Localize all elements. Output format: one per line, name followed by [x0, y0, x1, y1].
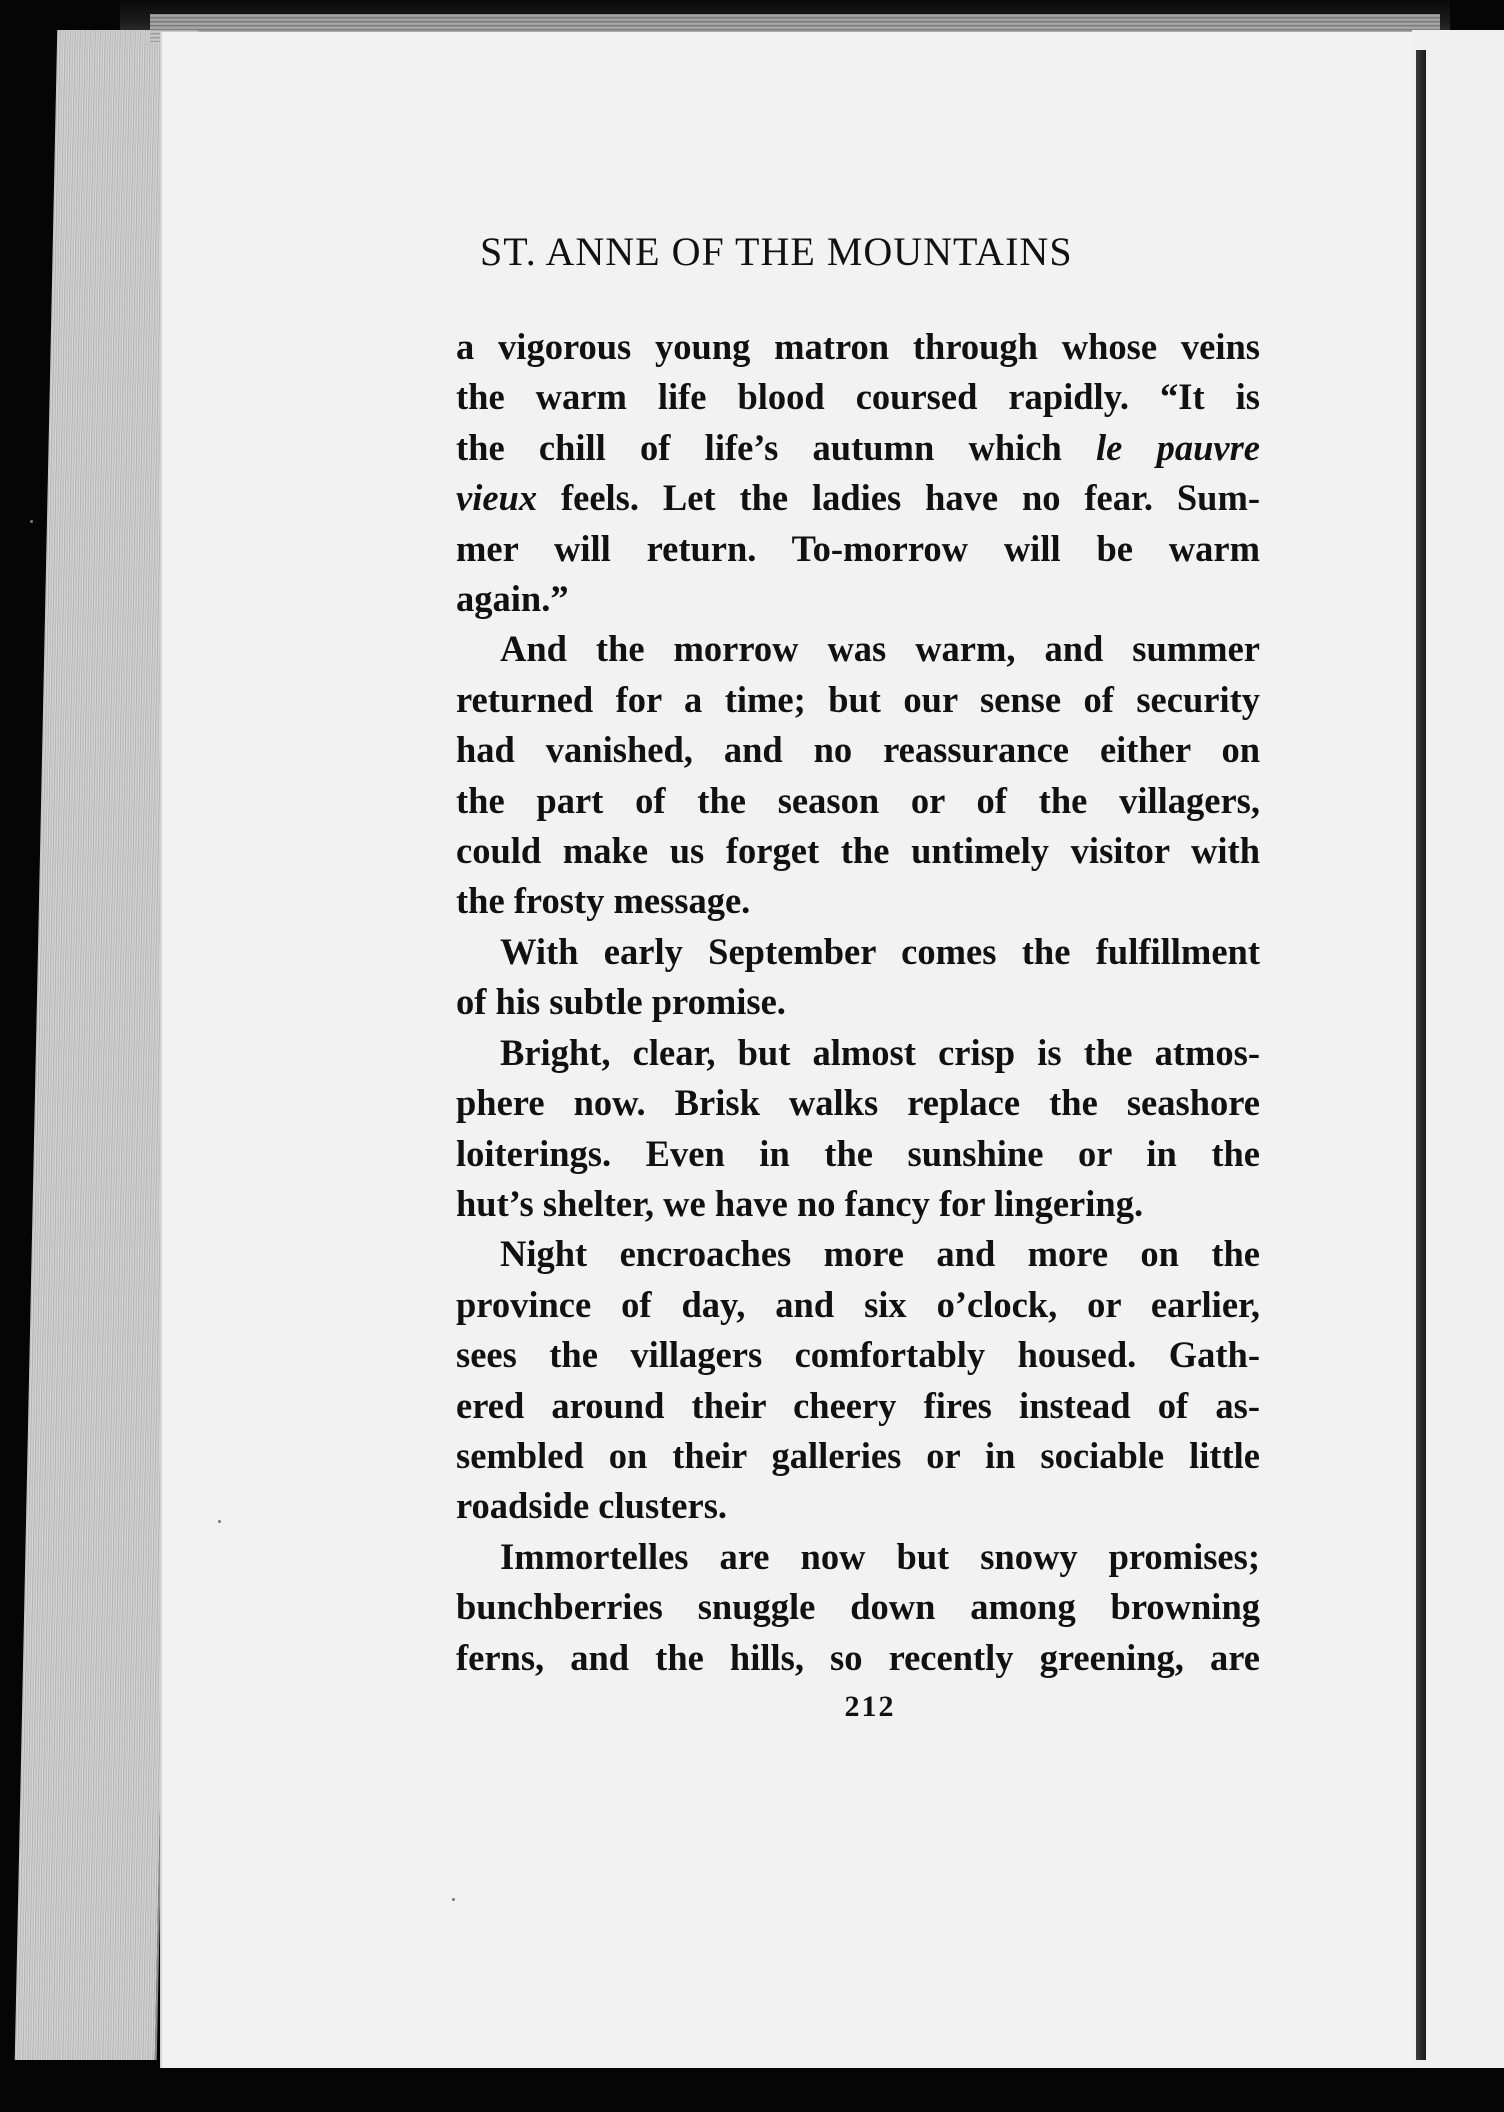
text-line: the part of the season or of the villagers, [456, 779, 1260, 821]
text-line: returned for a time; but our sense of security [456, 678, 1260, 720]
text-line: Immortelles are now but snowy promises; [500, 1535, 1260, 1577]
text-line: loiterings. Even in the sunshine or in the [456, 1132, 1260, 1174]
italic-phrase: vieux [456, 477, 538, 519]
text-line: had vanished, and no reassurance either on [456, 729, 1260, 771]
text-line: Night encroaches more and more on the [500, 1233, 1260, 1275]
text-line: ered around their cheery fires instead of as- [456, 1384, 1260, 1426]
text-run: the chill of life’s autumn which [456, 426, 1097, 468]
text-run: feels. Let the ladies have no fear. Sum- [537, 477, 1260, 519]
dust-speck [452, 1898, 455, 1901]
page-number: 212 [844, 1690, 896, 1723]
text-line: Bright, clear, but almost crisp is the atmos- [500, 1031, 1260, 1073]
text-line [456, 423, 1260, 473]
text-line: With early September comes the fulfillment [500, 930, 1260, 972]
running-head: ST. ANNE OF THE MOUNTAINS [480, 229, 1073, 274]
text-line: sembled on their galleries or in sociable little [456, 1434, 1260, 1476]
text-line: phere now. Brisk walks replace the seashore [456, 1082, 1260, 1124]
text-line: could make us forget the untimely visitor with [456, 830, 1260, 872]
italic-phrase: le pauvre [1096, 426, 1260, 468]
text-line: province of day, and six o’clock, or earlier, [456, 1283, 1260, 1325]
text-line: mer will return. To-morrow will be warm [456, 527, 1260, 569]
text-line: bunchberries snuggle down among browning [456, 1586, 1260, 1628]
text-line: And the morrow was warm, and summer [500, 628, 1260, 670]
dust-speck [218, 1520, 221, 1523]
text-line: roadside clusters. [456, 1485, 728, 1527]
text-line: again.” [456, 578, 569, 620]
text-line: ferns, and the hills, so recently greening, are [456, 1636, 1260, 1678]
text-line: sees the villagers comfortably housed. Gath- [456, 1334, 1260, 1376]
text-line: hut’s shelter, we have no fancy for lingering. [456, 1182, 1144, 1224]
dust-speck [30, 520, 33, 523]
text-line [456, 473, 1260, 523]
bottom-dark-edge [150, 2068, 1504, 2112]
text-line: the warm life blood coursed rapidly. “It is [456, 376, 1260, 418]
gutter-shadow [1416, 50, 1426, 2060]
text-line: of his subtle promise. [456, 981, 786, 1023]
text-line: a vigorous young matron through whose veins [456, 326, 1260, 367]
body-text [456, 322, 1260, 1683]
text-line: the frosty message. [456, 880, 751, 922]
